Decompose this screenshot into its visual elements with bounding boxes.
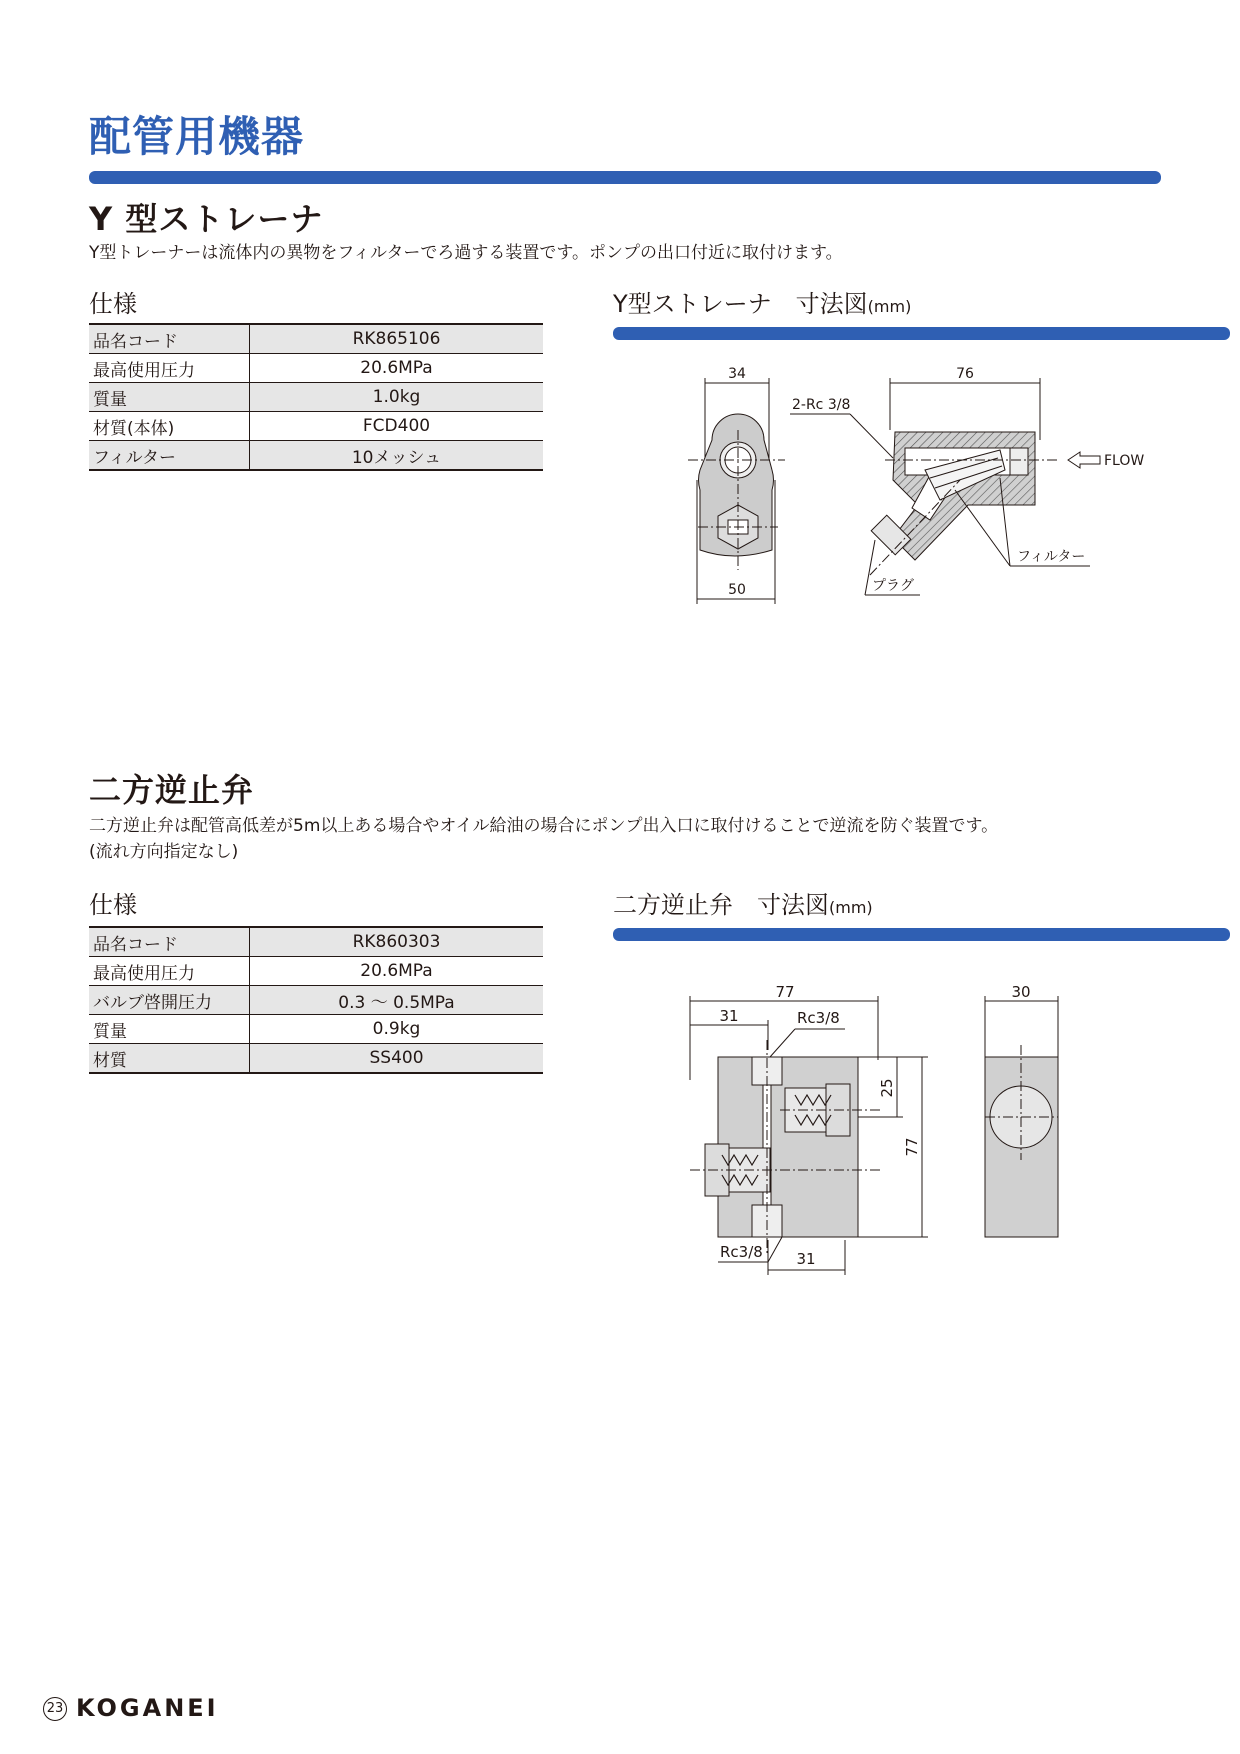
table-row <box>89 927 543 957</box>
spec-key: 最高使用圧力 <box>89 354 250 383</box>
strainer-dim-heading-text: Y型ストレーナ 寸法図 <box>613 290 868 318</box>
spec-value: SS400 <box>250 1044 544 1074</box>
spec-key: 材質(本体) <box>89 412 250 441</box>
filter-label: フィルター <box>1017 549 1086 565</box>
check-valve-dim-heading <box>613 890 873 923</box>
dim-width: 77 <box>775 983 795 1001</box>
table-row <box>89 1015 543 1044</box>
spec-value: 0.9kg <box>250 1015 544 1044</box>
brand-logo: KOGANEI <box>76 1694 219 1722</box>
page-number: 23 <box>43 1697 67 1721</box>
spec-key: 品名コード <box>89 324 250 354</box>
table-row <box>89 412 543 441</box>
spec-value: 20.6MPa <box>250 354 544 383</box>
spec-key: バルブ啓開圧力 <box>89 986 250 1015</box>
dim-bottom-left: 50 <box>728 582 746 598</box>
check-valve-dim-bar <box>613 928 1230 941</box>
check-valve-drawing <box>680 975 1080 1275</box>
check-valve-description: 二方逆止弁は配管高低差が5m以上ある場合やオイル給油の場合にポンプ出入口に取付けることで逆流を防ぐ装置です。 <box>89 816 999 836</box>
check-valve-spec-table <box>89 926 543 1074</box>
table-row <box>89 354 543 383</box>
spec-value: 10メッシュ <box>250 441 544 471</box>
spec-key: 最高使用圧力 <box>89 957 250 986</box>
check-valve-spec-heading: 仕様 <box>89 891 137 919</box>
port-label: 2-Rc 3/8 <box>792 397 851 413</box>
dim-side-width: 30 <box>1011 983 1031 1001</box>
strainer-dim-heading <box>613 289 911 322</box>
strainer-drawing <box>680 360 1160 610</box>
strainer-dim-unit: (mm) <box>867 297 912 316</box>
port-top: Rc3/8 <box>797 1009 840 1027</box>
spec-key: 材質 <box>89 1044 250 1074</box>
strainer-description: Y型トレーナーは流体内の異物をフィルターでろ過する装置です。ポンプの出口付近に取付けます。 <box>89 243 843 263</box>
spec-key: 質量 <box>89 383 250 412</box>
table-row <box>89 957 543 986</box>
spec-value: FCD400 <box>250 412 544 441</box>
dim-height: 77 <box>903 1137 921 1157</box>
flow-label: FLOW <box>1104 453 1145 469</box>
spec-key: フィルター <box>89 441 250 471</box>
page-title: 配管用機器 <box>89 112 305 161</box>
table-row <box>89 324 543 354</box>
strainer-spec-table <box>89 323 543 471</box>
spec-key: 品名コード <box>89 927 250 957</box>
spec-value: RK860303 <box>250 927 544 957</box>
check-valve-dim-unit: (mm) <box>829 898 873 917</box>
spec-value: 0.3 ～ 0.5MPa <box>250 986 544 1015</box>
dim-bottom-offset: 31 <box>796 1250 816 1268</box>
title-divider <box>89 171 1161 184</box>
dim-top-right: 76 <box>956 366 974 382</box>
table-row <box>89 441 543 471</box>
check-valve-dim-heading-text: 二方逆止弁 寸法図 <box>613 891 829 919</box>
check-valve-title: 二方逆止弁 <box>89 771 255 809</box>
check-valve-note: (流れ方向指定なし) <box>89 842 239 862</box>
port-bottom: Rc3/8 <box>720 1243 763 1261</box>
strainer-dim-bar <box>613 327 1230 340</box>
plug-label: プラグ <box>872 578 914 594</box>
dim-side-small: 25 <box>878 1078 896 1098</box>
strainer-title: Y 型ストレーナ <box>89 200 324 238</box>
table-row <box>89 1044 543 1074</box>
spec-key: 質量 <box>89 1015 250 1044</box>
spec-value: 1.0kg <box>250 383 544 412</box>
dim-top-left: 34 <box>728 366 746 382</box>
spec-value: 20.6MPa <box>250 957 544 986</box>
dim-top-offset: 31 <box>719 1007 739 1025</box>
table-row <box>89 986 543 1015</box>
strainer-spec-heading: 仕様 <box>89 290 137 318</box>
spec-value: RK865106 <box>250 324 544 354</box>
table-row <box>89 383 543 412</box>
